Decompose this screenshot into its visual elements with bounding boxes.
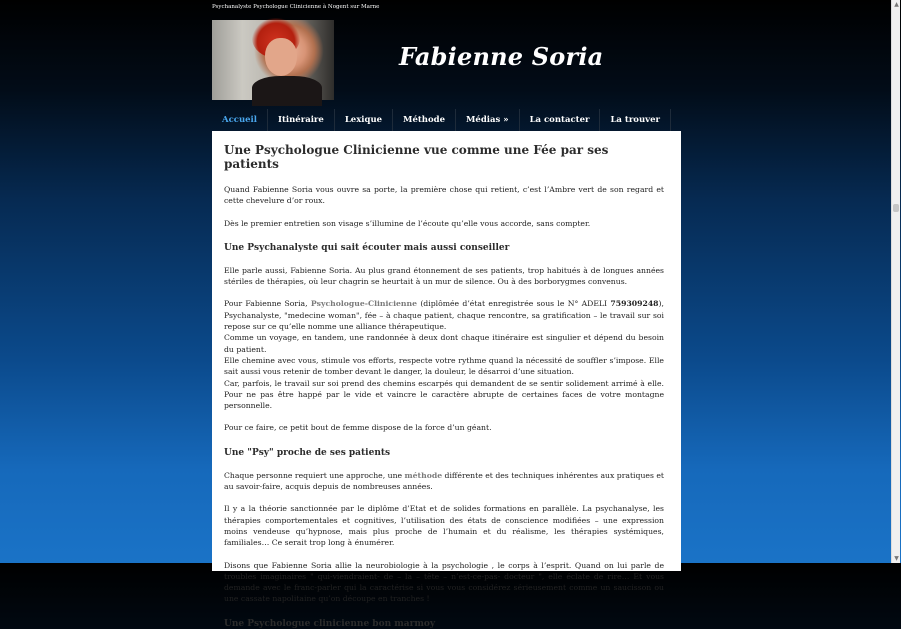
main-content [212,131,681,629]
paragraph-giant: Pour ce faire, ce petit bout de femme dispose de la force d’un géant. [224,423,492,433]
psychologue-clinicienne-link[interactable]: Psychologue-Clinicienne [310,299,417,309]
page-title: Une Psychologue Clinicienne vue comme une Fée par ses patients [224,143,609,171]
site-title[interactable]: Fabienne Soria [399,42,604,71]
page-scrollbar[interactable] [891,0,900,563]
paragraph-speaks: Elle parle aussi, Fabienne Soria. Au plus grand étonnement de ses patients, trop habitués à de longues années stériles de thérapies, où leur chagrin se heurtait à un mur de silence. Ou à des borborygmes convenus. [224,265,664,287]
nav-item-lexique[interactable]: Lexique [335,109,393,131]
main-nav [212,109,671,131]
paragraph-theory: Il y a la théorie sanctionnée par le diplôme d’Etat et de solides formations en parallèle. La psychanalyse, les thérapies comportementales et cognitives, l’utilisation des états de conscience modifiées – une expression moins vendeuse qu’hypnose, mais plus proche de l’humain et du réalisme, les thérapies systémiques, familiales… Ce serait trop long à énumérer. [224,504,664,548]
nav-item-accueil[interactable]: Accueil [212,109,268,131]
paragraph-intro: Quand Fabienne Soria vous ouvre sa porte, la première chose qui retient, c’est l’Ambre vert de son regard et cette chevelure d’or roux. [224,185,664,206]
scroll-up-icon[interactable]: ▲ [894,1,899,8]
nav-item-trouver[interactable]: La trouver [600,109,671,131]
nav-item-contact[interactable]: La contacter [520,109,601,131]
nav-item-medias[interactable]: Médias » [456,109,520,131]
section-heading-listen: Une Psychanalyste qui sait écouter mais aussi conseiller [224,242,510,253]
scrollbar-thumb[interactable] [893,204,899,212]
section-heading-next: Une Psychologue clinicienne bon marmoy [224,618,436,629]
paragraph-approach: Chaque personne requiert une approche, une méthode différente et des techniques inhérentes aux pratiques et au savoir-faire, acquis depuis de nombreuses années. [224,470,664,492]
nav-item-methode[interactable]: Méthode [393,109,456,131]
paragraph-neurobiology: Disons que Fabienne Soria allie la neurobiologie à la psychologie , le corps à l’esprit. Quand on lui parle de troubles imaginaires " qui-viendraient- de – la – tête – n’est-ce-pas- docteur ", elle éclate de rire… Et vous demande avec le franc-parler qui la caractérise si vous vous considérez sérieusement comme un saucisson ou une cassate napolitaine qu’on découpe en tranches ! [224,560,664,604]
methode-link[interactable]: méthode [404,470,443,480]
portrait-photo [212,20,334,100]
paragraph-first-meeting: Dès le premier entretien son visage s’illumine de l’écoute qu’elle vous accorde, sans compter. [224,218,591,228]
nav-item-itineraire[interactable]: Itinéraire [268,109,335,131]
scroll-down-icon[interactable]: ▼ [894,555,899,562]
adeli-number: 759309248 [610,299,659,309]
site-tagline: Psychanalyste Psychologue Clinicienne à Nogent sur Marne [212,4,380,10]
section-heading-close: Une "Psy" proche de ses patients [224,447,391,458]
paragraph-alliance: Pour Fabienne Soria, Psychologue-Clinicienne (diplômée d’état enregistrée sous le N° ADELI 759309248), Psychanalyste, "medecine woman", fée – à chaque patient, chaque rencontre, sa gratification – le travail sur soi repose sur ce qu’elle nomme une alliance thérapeutique. Comme un voyage, en tandem, une randonnée à deux dont chaque itinéraire est singulier et dépend du besoin du patient. Elle chemine avec vous, stimule vos efforts, respecte votre rythme quand la nécessité de souffler s’impose. Elle sait aussi vous retenir de tomber devant le danger, la douleur, le désarroi d’une situation. Car, parfois, le travail sur soi prend des chemins escarpés qui demandent de se sentir solidement arrimé à elle. Pour ne pas être happé par le vide et vaincre le caractère abrupte de certaines faces de votre montagne personnelle. [224,299,664,411]
